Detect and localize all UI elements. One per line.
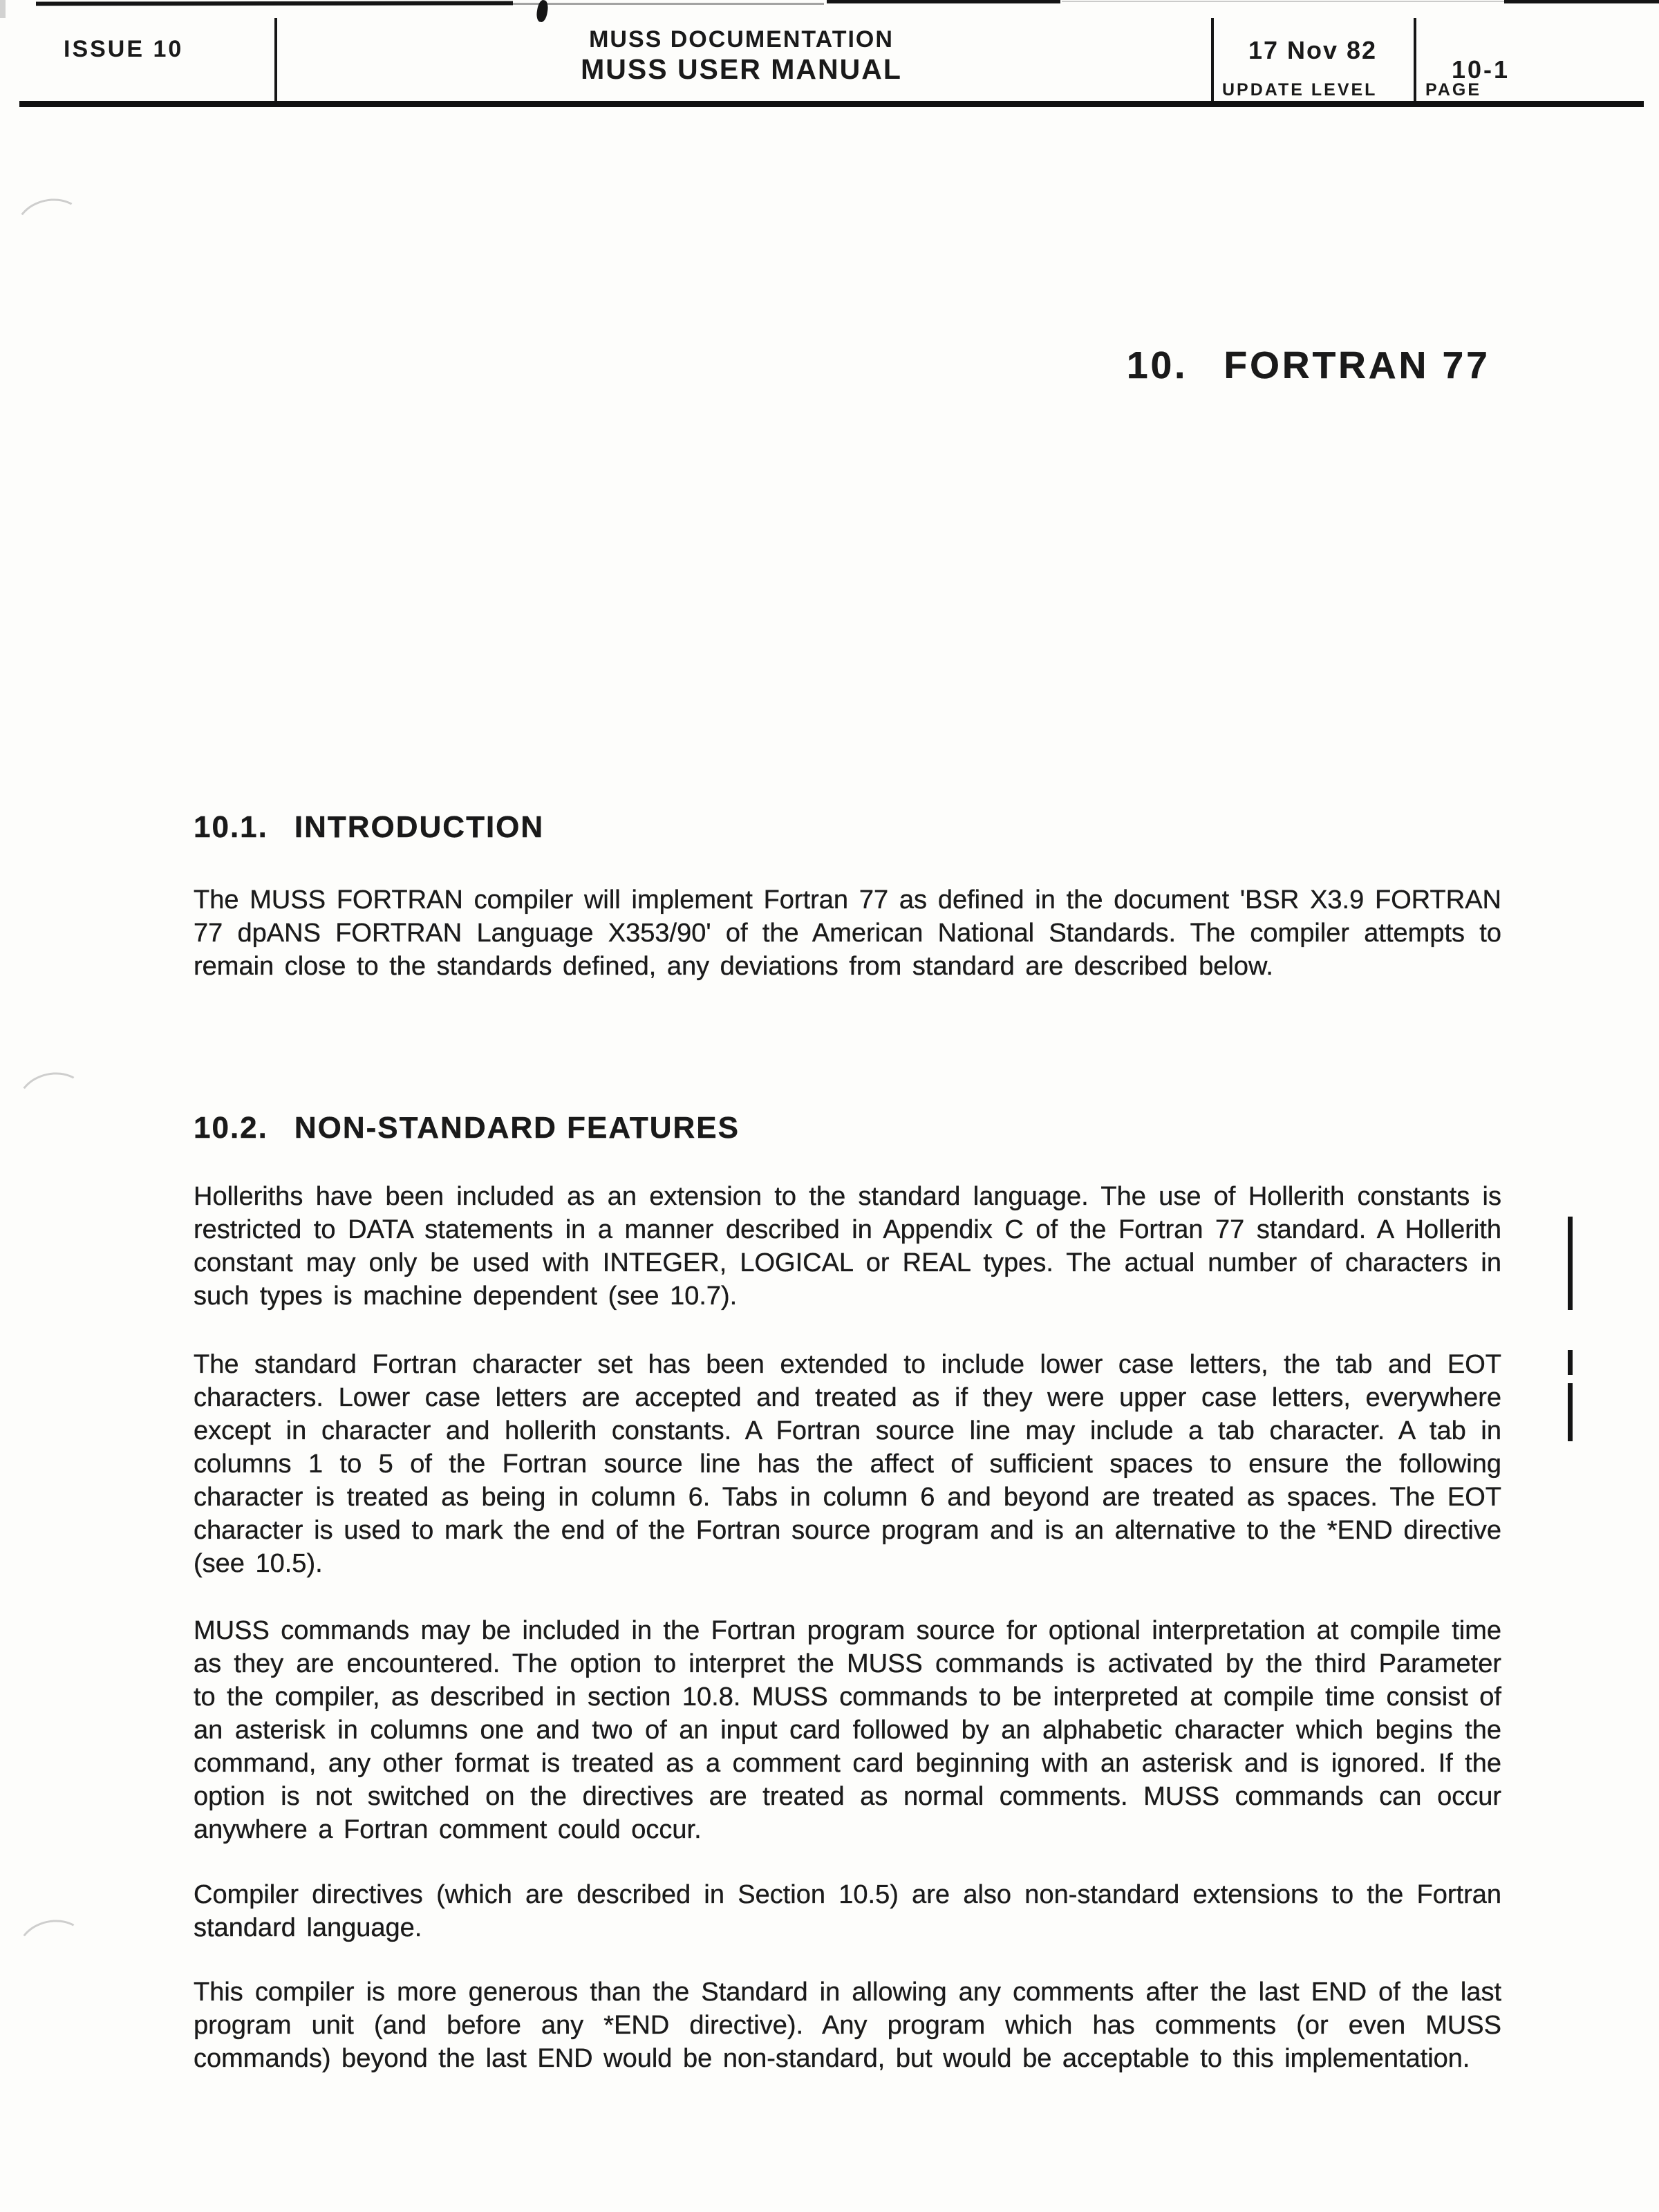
change-bar: [1568, 1383, 1573, 1441]
section-title: NON-STANDARD FEATURES: [294, 1111, 740, 1145]
header-divider: [274, 18, 277, 104]
scan-arc-artifact: [12, 1913, 93, 1982]
document-title: [553, 28, 930, 84]
scan-edge-artifact: [827, 0, 1060, 3]
section-number: 10.1.: [194, 810, 268, 844]
section-number: 10.2.: [194, 1111, 268, 1145]
paragraph: The standard Fortran character set has been extended to include lower case letters, the tab and EOT characters. Lower case letters are accepted and treated as if they were upper case letters, everywhere except in character and hollerith constants. A Fortran source line may include a tab character. A tab in columns 1 to 5 of the Fortran source line has the affect of sufficient spaces to ensure the following character is treated as being in column 6. Tabs in column 6 and beyond are treated as spaces. The EOT character is used to mark the end of the Fortran source program and is an alternative to the *END directive (see 10.5).: [194, 1350, 1501, 1578]
scan-edge-artifact: [1062, 1, 1504, 2]
scan-smudge: [0, 0, 6, 18]
paragraph: This compiler is more generous than the Standard in allowing any comments after the last END of the last program unit (and before any *END directive). Any program which has comments (or even MUSS commands) beyond the last END would be non-standard, but would be acceptable to this implementation.: [194, 1978, 1501, 2073]
chapter-number: 10.: [1127, 344, 1188, 386]
chapter-title-text: FORTRAN 77: [1224, 344, 1490, 386]
paragraph: MUSS commands may be included in the Fortran program source for optional interpretation at compile time as they are encountered. The option to interpret the MUSS commands is activated by the third Parameter to the compiler, as described in section 10.8. MUSS commands to be interpreted at compile time consist of an asterisk in columns one and two of an input card followed by an alphabetic character which begins the command, any other format is treated as a comment card beginning with an asterisk and is ignored. If the option is not switched on the directives are treated as normal comments. MUSS commands can occur anywhere a Fortran comment could occur.: [194, 1616, 1501, 1844]
paragraph: The MUSS FORTRAN compiler will implement Fortran 77 as defined in the document 'BSR X3.9 FORTRAN 77 dpANS FORTRAN Language X353/90' of the American National Standards. The compiler attempts to remain close to the standards defined, any deviations from standard are described below.: [194, 885, 1501, 981]
issue-number: ISSUE 10: [64, 36, 184, 62]
paragraph: Compiler directives (which are described in Section 10.5) are also non-standard extensions to the Fortran standard language.: [194, 1880, 1501, 1942]
section-title: INTRODUCTION: [294, 810, 545, 844]
scan-edge-artifact: [513, 3, 824, 5]
document-title-line1: MUSS DOCUMENTATION: [589, 26, 894, 53]
update-level-value: 17 Nov 82: [1248, 36, 1378, 64]
document-title-line2: MUSS USER MANUAL: [581, 53, 902, 85]
change-bar: [1568, 1350, 1573, 1375]
page-number: 10-1: [1452, 55, 1510, 84]
update-level-label: UPDATE LEVEL: [1222, 80, 1378, 100]
section-heading-10-2: [194, 1111, 740, 1145]
scan-arc-artifact: [10, 192, 91, 261]
scan-edge-artifact: [36, 1, 513, 6]
scan-arc-artifact: [12, 1066, 93, 1134]
page-label: PAGE: [1425, 80, 1481, 100]
section-heading-10-1: [194, 810, 544, 845]
paragraph: Holleriths have been included as an extension to the standard language. The use of Hollerith constants is restricted to DATA statements in a manner described in Appendix C of the Fortran 77 standard. A Hollerith constant may only be used with INTEGER, LOGICAL or REAL types. The actual number of characters in such types is machine dependent (see 10.7).: [194, 1182, 1501, 1311]
chapter-title: [1127, 343, 1490, 387]
change-bar: [1568, 1217, 1573, 1310]
scan-edge-artifact: [1504, 0, 1659, 3]
header-rule: [19, 101, 1644, 107]
header-divider: [1414, 18, 1416, 104]
